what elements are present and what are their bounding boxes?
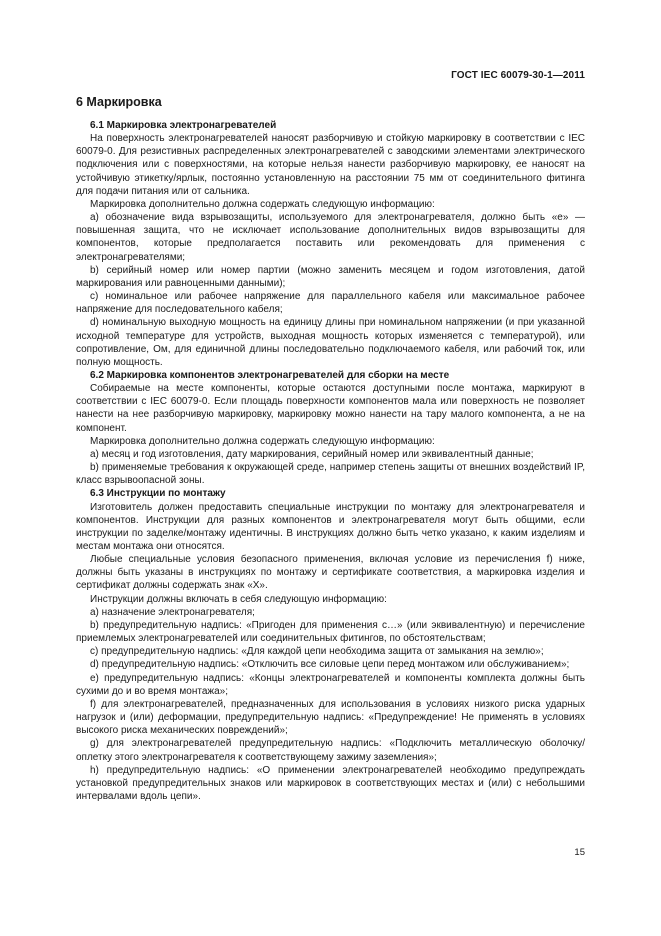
- paragraph: Маркировка дополнительно должна содержать следующую информацию:: [90, 435, 435, 447]
- list-item: g) для электронагревателей предупредительную надпись: «Подключить металлическую оболочку/оплетку этого электронагревателя к соответствующему зажиму заземления»;: [76, 738, 585, 763]
- page-content: [76, 95, 585, 803]
- subsection-6-1-body: [76, 132, 585, 369]
- subsection-6-2-body: [76, 382, 585, 487]
- list-item: h) предупредительную надпись: «О применении электронагревателей необходимо предупреждать установкой предупредительных знаков или маркировок в соответствующих местах и (или) с небольшими интервалами вдоль цепи».: [76, 764, 585, 802]
- paragraph: На поверхность электронагревателей наносят разборчивую и стойкую маркировку в соответствии с IEC 60079-0. Для резистивных распределенных электронагревателей с заводскими элементами электрического подключения или с поверхностями, на которые нельзя нанести разборчивую маркировку, ее наносят на устойчивую этикетку/ярлык, постоянно установленную на расстоянии 75 мм от соединительного фитинга для подачи питания или от сальника.: [76, 133, 585, 197]
- page-number: 15: [574, 846, 585, 858]
- list-item: b) серийный номер или номер партии (можно заменить месяцем и годом изготовления, датой маркирования или равноценными данными);: [76, 264, 585, 289]
- list-item: e) предупредительную надпись: «Концы электронагревателей и компоненты комплекта должны быть сухими до и во время монтажа»;: [76, 672, 585, 697]
- subsection-title-6-1: 6.1 Маркировка электронагревателей: [90, 120, 277, 131]
- list-item: c) номинальное или рабочее напряжение для параллельного кабеля или максимальное рабочее напряжение для последовательного кабеля;: [76, 291, 585, 316]
- section-title: 6 Маркировка: [76, 95, 162, 109]
- paragraph: Любые специальные условия безопасного применения, включая условие из перечисления f) ниже, должны быть указаны в инструкциях по монтажу и сертификате соответствия, а маркировка изделия и сертификат должны содержать знак «X».: [76, 554, 585, 592]
- paragraph: Инструкции должны включать в себя следующую информацию:: [90, 593, 387, 605]
- paragraph: Изготовитель должен предоставить специальные инструкции по монтажу для электронагревателя и компонентов. Инструкции для разных компонентов и электронагревателя могут быть общими, если инструкции по заделке/монтажу идентичны. В инструкциях должно быть четко указано, к каким изделиям и местам монтажа они относятся.: [76, 501, 585, 552]
- list-item: a) обозначение вида взрывозащиты, используемого для электронагревателя, должно быть «е» — повышенная защита, что не исключает использование дополнительных видов взрывозащиты для компонентов, которые предполагается поставить или рекомендовать для применения с электронагревателями;: [76, 212, 585, 263]
- list-item: a) назначение электронагревателя;: [90, 606, 255, 618]
- list-item: b) применяемые требования к окружающей среде, например степень защиты от внешних воздействий IP, класс взрывоопасной зоны.: [76, 462, 585, 487]
- list-item: a) месяц и год изготовления, дату маркирования, серийный номер или эквивалентный данные;: [90, 448, 534, 460]
- list-item: f) для электронагревателей, предназначенных для использования в условиях низкого риска ударных нагрузок и (или) деформации, предупредительную надпись: «Предупреждение! Не применять в условиях высокого риска механических повреждений»;: [76, 698, 585, 737]
- list-item: d) номинальную выходную мощность на единицу длины при номинальном напряжении (и при указанной исходной температуре для устройств, выходная мощность которых изменяется с температурой), или сопротивление, Ом, для единичной длины последовательно подключаемого кабеля, или рабочий ток, или полную мощность.: [76, 317, 585, 368]
- standard-header: ГОСТ IEC 60079-30-1—2011: [451, 70, 585, 81]
- paragraph: Собираемые на месте компоненты, которые остаются доступными после монтажа, маркируют в соответствии с IEC 60079-0. Если площадь поверхности компонентов мала или поверхность не позволяет нанести на нее разборчивую маркировку, маркировку можно нанести на тару малого компонента, а не на компонент.: [76, 383, 585, 434]
- subsection-title-6-2: 6.2 Маркировка компонентов электронагревателей для сборки на месте: [90, 369, 450, 381]
- list-item: c) предупредительную надпись: «Для каждой цепи необходима защита от замыкания на землю»;: [90, 646, 544, 658]
- list-item: d) предупредительную надпись: «Отключить все силовые цепи перед монтажом или обслуживанием»;: [90, 659, 570, 671]
- list-item: b) предупредительную надпись: «Пригоден для применения с…» (или эквивалентную) и перечисление приемлемых электронагревателей или соединительных фитингов, по обстоятельствам;: [76, 619, 585, 645]
- subsection-6-3-body: [76, 501, 585, 804]
- paragraph: Маркировка дополнительно должна содержать следующую информацию:: [90, 198, 435, 210]
- subsection-title-6-3: 6.3 Инструкции по монтажу: [90, 488, 226, 500]
